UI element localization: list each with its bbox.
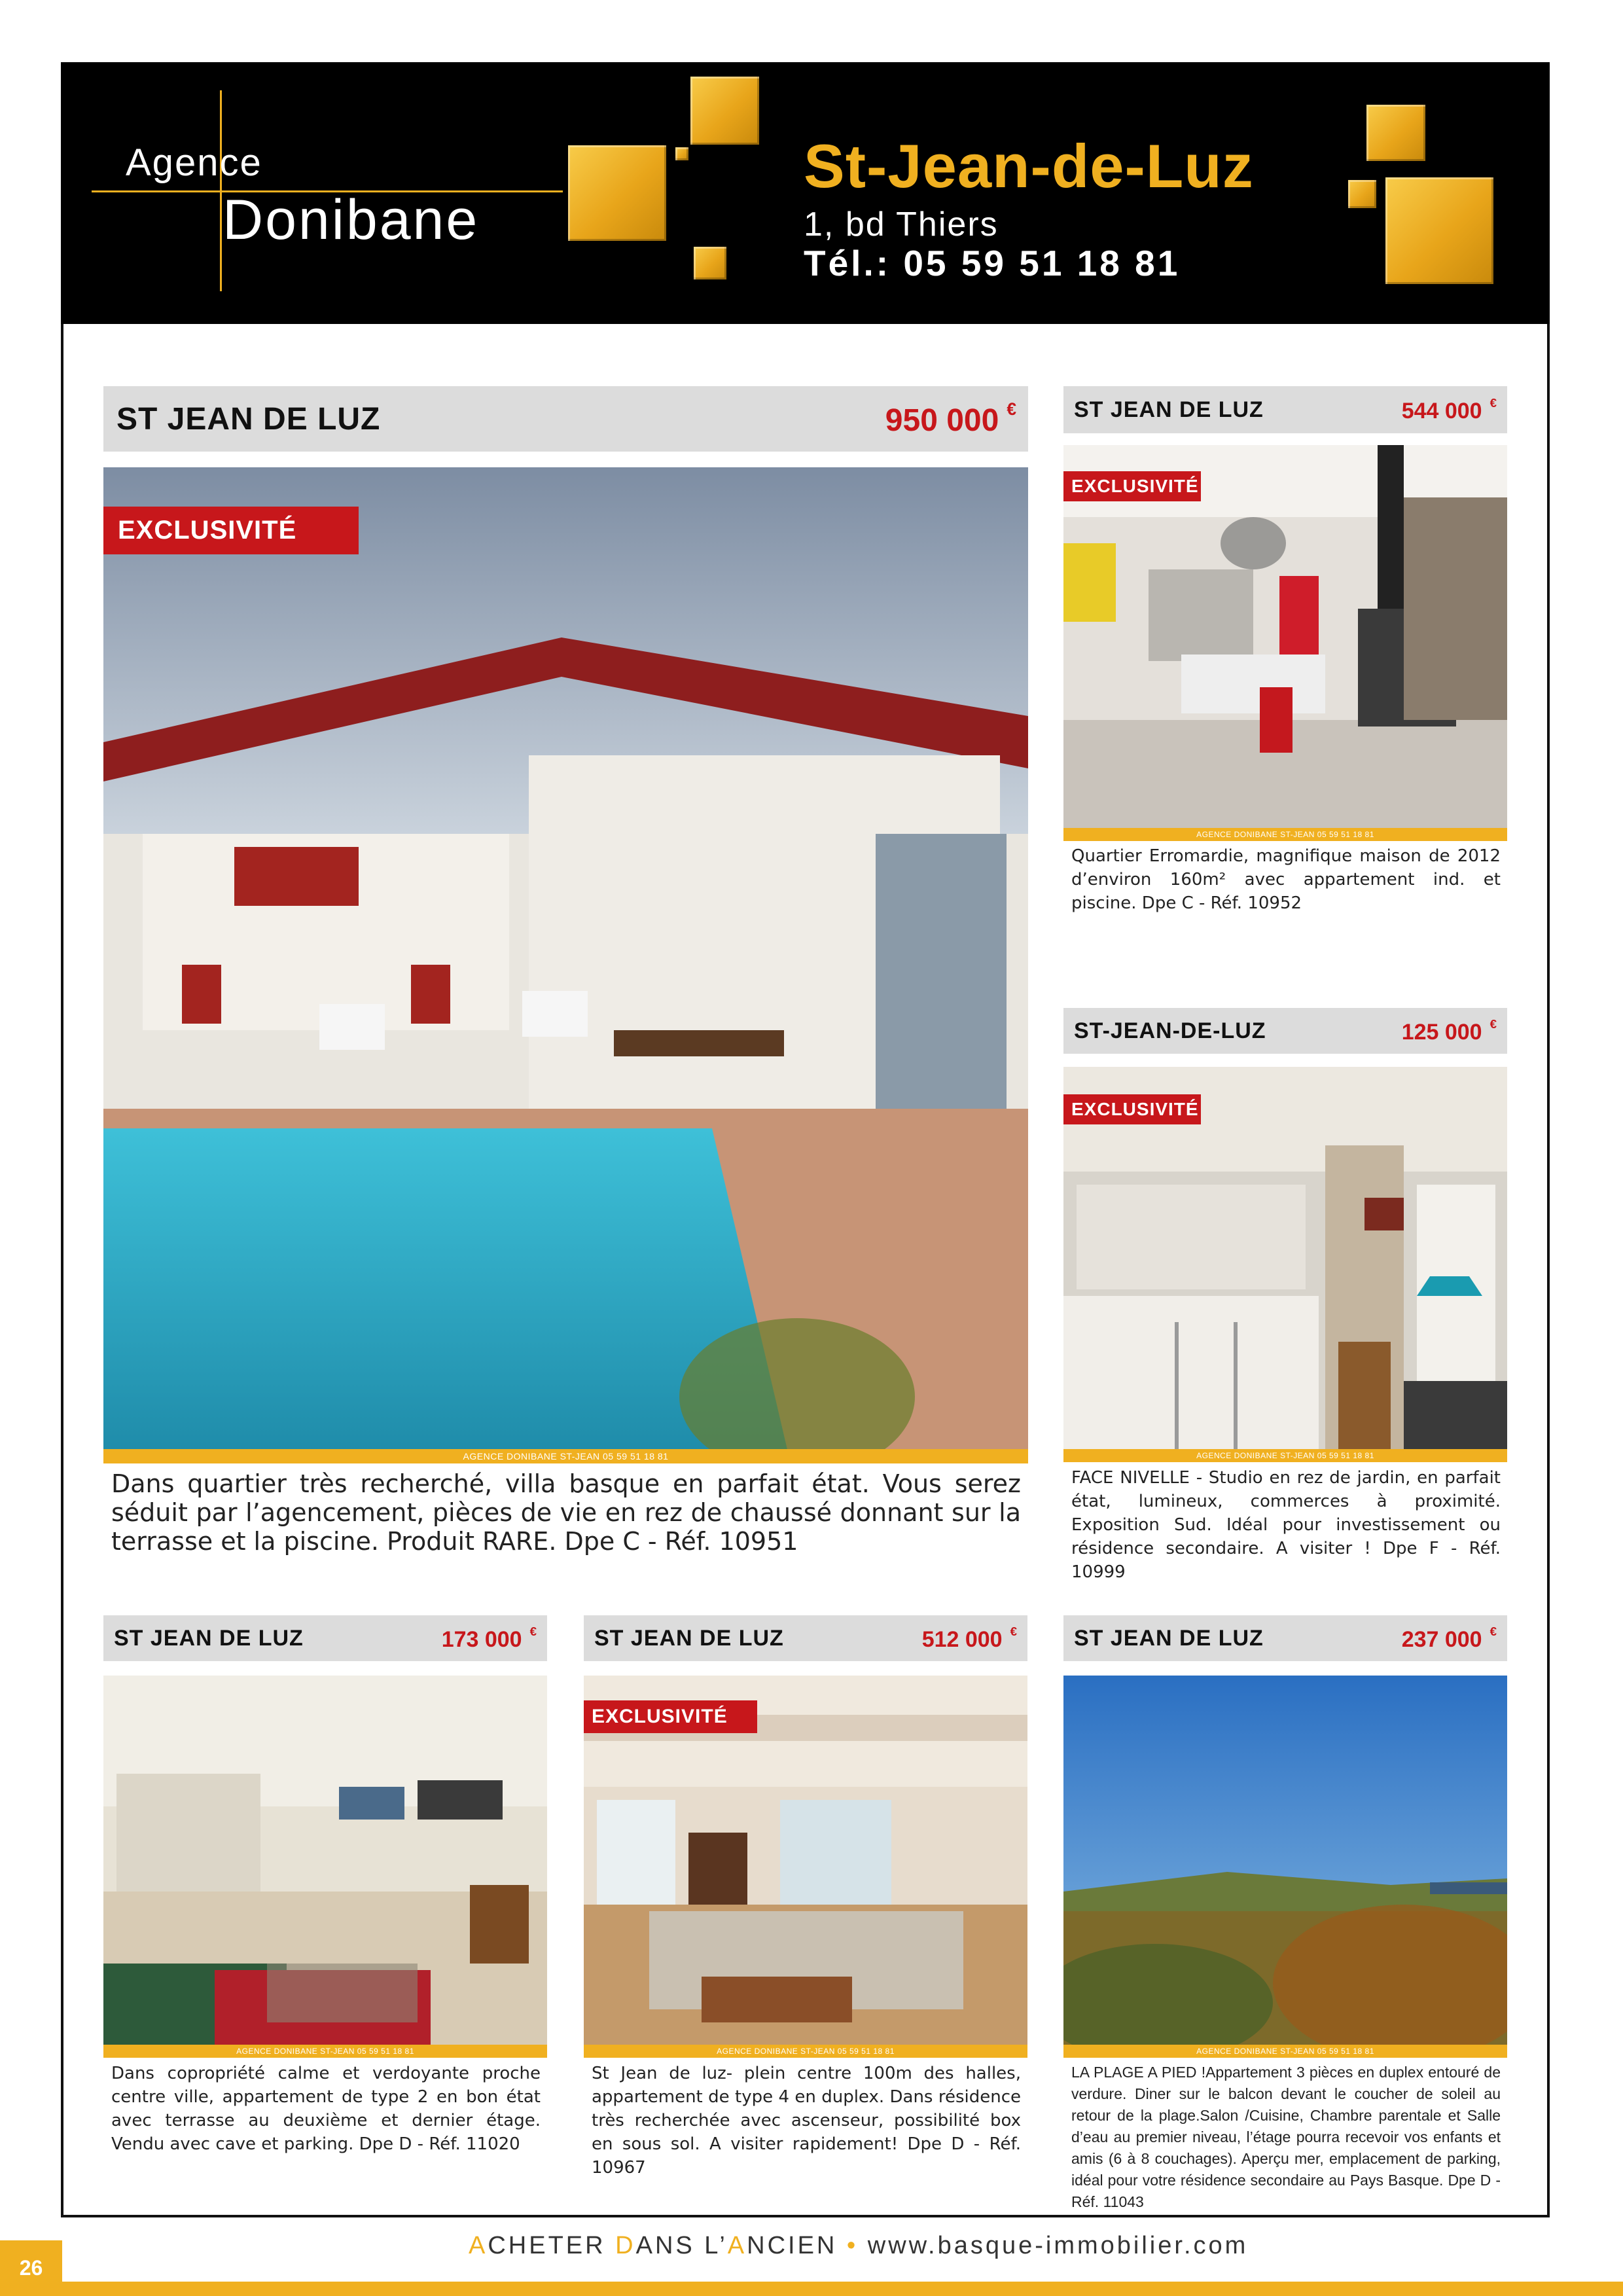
agency-city: St-Jean-de-Luz — [804, 132, 1254, 200]
footer-website-link[interactable]: www.basque-immobilier.com — [867, 2232, 1249, 2259]
logo-square-medium — [1366, 105, 1425, 161]
logo-donibane-text: Donibane — [223, 188, 480, 251]
exclusivite-badge: EXCLUSIVITÉ — [1063, 1094, 1201, 1124]
listing-description: Dans copropriété calme et verdoyante proche centre ville, appartement de type 2 en bon état avec terrasse au deuxième et dernier étage. Vendu avec cave et parking. Dpe D - Réf. 11020 — [111, 2064, 541, 2154]
listing-photo-apartment-living-room — [103, 1676, 547, 2058]
listing-title-bar — [103, 1615, 547, 1661]
logo-square-small — [1348, 180, 1376, 208]
listing-description: St Jean de luz- plein centre 100m des halles, appartement de type 4 en duplex. Dans résidence très recherchée avec ascenseur, possibilité box en sous sol. A visiter rapidement! Dpe D - Réf. 10967 — [592, 2064, 1021, 2178]
listing-photo-studio-kitchen — [1063, 1067, 1507, 1462]
listing-title-bar — [1063, 386, 1507, 433]
logo-square-large — [568, 145, 666, 241]
listing-photo-villa-with-pool — [103, 467, 1028, 1463]
agency-phone: Tél.: 05 59 51 18 81 — [804, 243, 1181, 283]
logo-square-medium — [690, 77, 759, 145]
listing-price: 125 000 € — [1401, 1016, 1497, 1045]
photo-credit: AGENCE DONIBANE ST-JEAN 05 59 51 18 81 — [1063, 2045, 1507, 2058]
listing-location: ST JEAN DE LUZ — [114, 1625, 304, 1651]
footer-tagline: ACHETER DANS L’ANCIEN • www.basque-immobilier.com — [469, 2232, 1249, 2259]
exclusivite-badge: EXCLUSIVITÉ — [1063, 471, 1201, 501]
exclusivite-badge: EXCLUSIVITÉ — [103, 507, 359, 554]
listing-location: ST JEAN DE LUZ — [1074, 1625, 1264, 1651]
listing-description: Quartier Erromardie, magnifique maison de 2012 d’environ 160m² avec appartement ind. et piscine. Dpe C - Réf. 10952 — [1071, 846, 1501, 913]
listing-location: ST JEAN DE LUZ — [116, 401, 381, 437]
logo-agence-text: Agence — [126, 141, 262, 184]
logo-square-small — [675, 147, 688, 160]
listing-price: 544 000 € — [1401, 395, 1497, 423]
listing-price: 237 000 € — [1401, 1624, 1497, 1652]
photo-credit: AGENCE DONIBANE ST-JEAN 05 59 51 18 81 — [103, 1449, 1028, 1463]
listing-description: FACE NIVELLE - Studio en rez de jardin, en parfait état, lumineux, commerces à proximité. Exposition Sud. Idéal pour investissement ou résidence secondaire. A visiter ! Dpe F - Réf. 10999 — [1071, 1468, 1501, 1582]
photo-credit: AGENCE DONIBANE ST-JEAN 05 59 51 18 81 — [103, 2045, 547, 2058]
page-number: 26 — [0, 2240, 62, 2296]
listing-price: 950 000 € — [885, 399, 1016, 438]
listing-title-bar — [1063, 1008, 1507, 1054]
listing-price: 173 000 € — [441, 1624, 537, 1652]
agency-address: 1, bd Thiers — [804, 206, 999, 243]
listing-photo-duplex-living-room — [584, 1676, 1027, 2058]
listing-photo-coastal-landscape — [1063, 1676, 1507, 2058]
photo-credit: AGENCE DONIBANE ST-JEAN 05 59 51 18 81 — [584, 2045, 1027, 2058]
listing-location: ST JEAN DE LUZ — [1074, 397, 1264, 422]
listing-location: ST JEAN DE LUZ — [594, 1625, 784, 1651]
footer-bar — [0, 2282, 1623, 2296]
photo-credit: AGENCE DONIBANE ST-JEAN 05 59 51 18 81 — [1063, 828, 1507, 841]
listing-title-bar — [584, 1615, 1027, 1661]
logo-square-small — [694, 247, 726, 279]
listing-title-bar — [1063, 1615, 1507, 1661]
listing-price: 512 000 € — [921, 1624, 1017, 1652]
listing-description: LA PLAGE A PIED !Appartement 3 pièces en duplex entouré de verdure. Diner sur le balcon devant le coucher de soleil au retour de la plage.Salon /Cuisine, Chambre parentale et Salle d’eau au premier niveau, l’étage pourra recevoir vos enfants et amis (6 à 8 couchages). Aperçu mer, emplacement de parking, idéal pour votre résidence secondaire au Pays Basque. Dpe D - Réf. 11043 — [1071, 2064, 1501, 2210]
exclusivite-badge: EXCLUSIVITÉ — [584, 1700, 757, 1733]
listing-title-bar — [103, 386, 1028, 452]
listing-photo-living-room-with-stove — [1063, 445, 1507, 841]
listing-location: ST-JEAN-DE-LUZ — [1074, 1018, 1266, 1043]
photo-credit: AGENCE DONIBANE ST-JEAN 05 59 51 18 81 — [1063, 1449, 1507, 1462]
listing-description: Dans quartier très recherché, villa basque en parfait état. Vous serez séduit par l’agencement, pièces de vie en rez de chaussé donnant sur la terrasse et la piscine. Produit RARE. Dpe C - Réf. 10951 — [111, 1469, 1021, 1556]
logo-square-large — [1385, 177, 1493, 284]
